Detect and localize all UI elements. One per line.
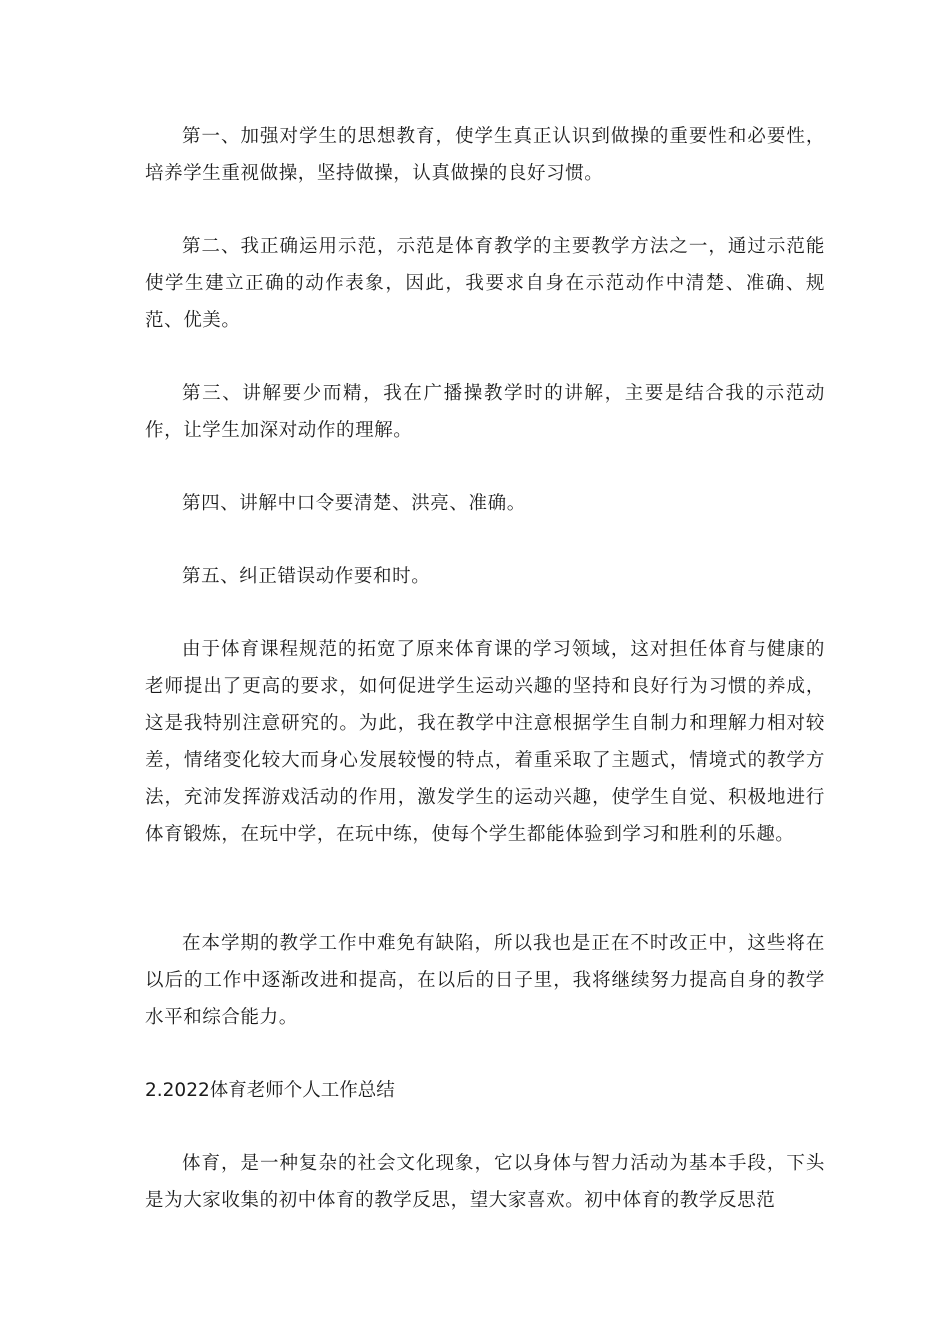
paragraph-5: 第五、纠正错误动作要和时。	[182, 566, 431, 587]
paragraph-7: 在本学期的教学工作中难免有缺陷，所以我也是正在不时改正中，这些将在以后的工作中逐渐改进和提高，在以后的日子里，我将继续努力提高自身的教学水平和综合能力。	[145, 933, 825, 1028]
paragraph-8: 体育，是一种复杂的社会文化现象，它以身体与智力活动为基本手段，下头是为大家收集的初中体育的教学反思，望大家喜欢。初中体育的教学反思范	[145, 1153, 825, 1211]
paragraph-3: 第三、讲解要少而精，我在广播操教学时的讲解，主要是结合我的示范动作，让学生加深对动作的理解。	[145, 383, 825, 441]
paragraph-4: 第四、讲解中口令要清楚、洪亮、准确。	[182, 493, 526, 514]
paragraph-2: 第二、我正确运用示范，示范是体育教学的主要教学方法之一，通过示范能使学生建立正确的动作表象，因此，我要求自身在示范动作中清楚、准确、规范、优美。	[145, 236, 825, 331]
paragraph-6: 由于体育课程规范的拓宽了原来体育课的学习领域，这对担任体育与健康的老师提出了更高的要求，如何促进学生运动兴趣的坚持和良好行为习惯的养成，这是我特别注意研究的。为此，我在教学中注意根据学生自制力和理解力相对较差，情绪变化较大而身心发展较慢的特点，着重采取了主题式，情境式的教学方法，充沛发挥游戏活动的作用，激发学生的运动兴趣，使学生自觉、积极地进行体育锻炼，在玩中学，在玩中练，使每个学生都能体验到学习和胜利的乐趣。	[145, 639, 825, 845]
paragraph-1: 第一、加强对学生的思想教育，使学生真正认识到做操的重要性和必要性，培养学生重视做操，坚持做操，认真做操的良好习惯。	[145, 126, 825, 184]
section-heading: 2.2022体育老师个人工作总结	[145, 1080, 395, 1101]
